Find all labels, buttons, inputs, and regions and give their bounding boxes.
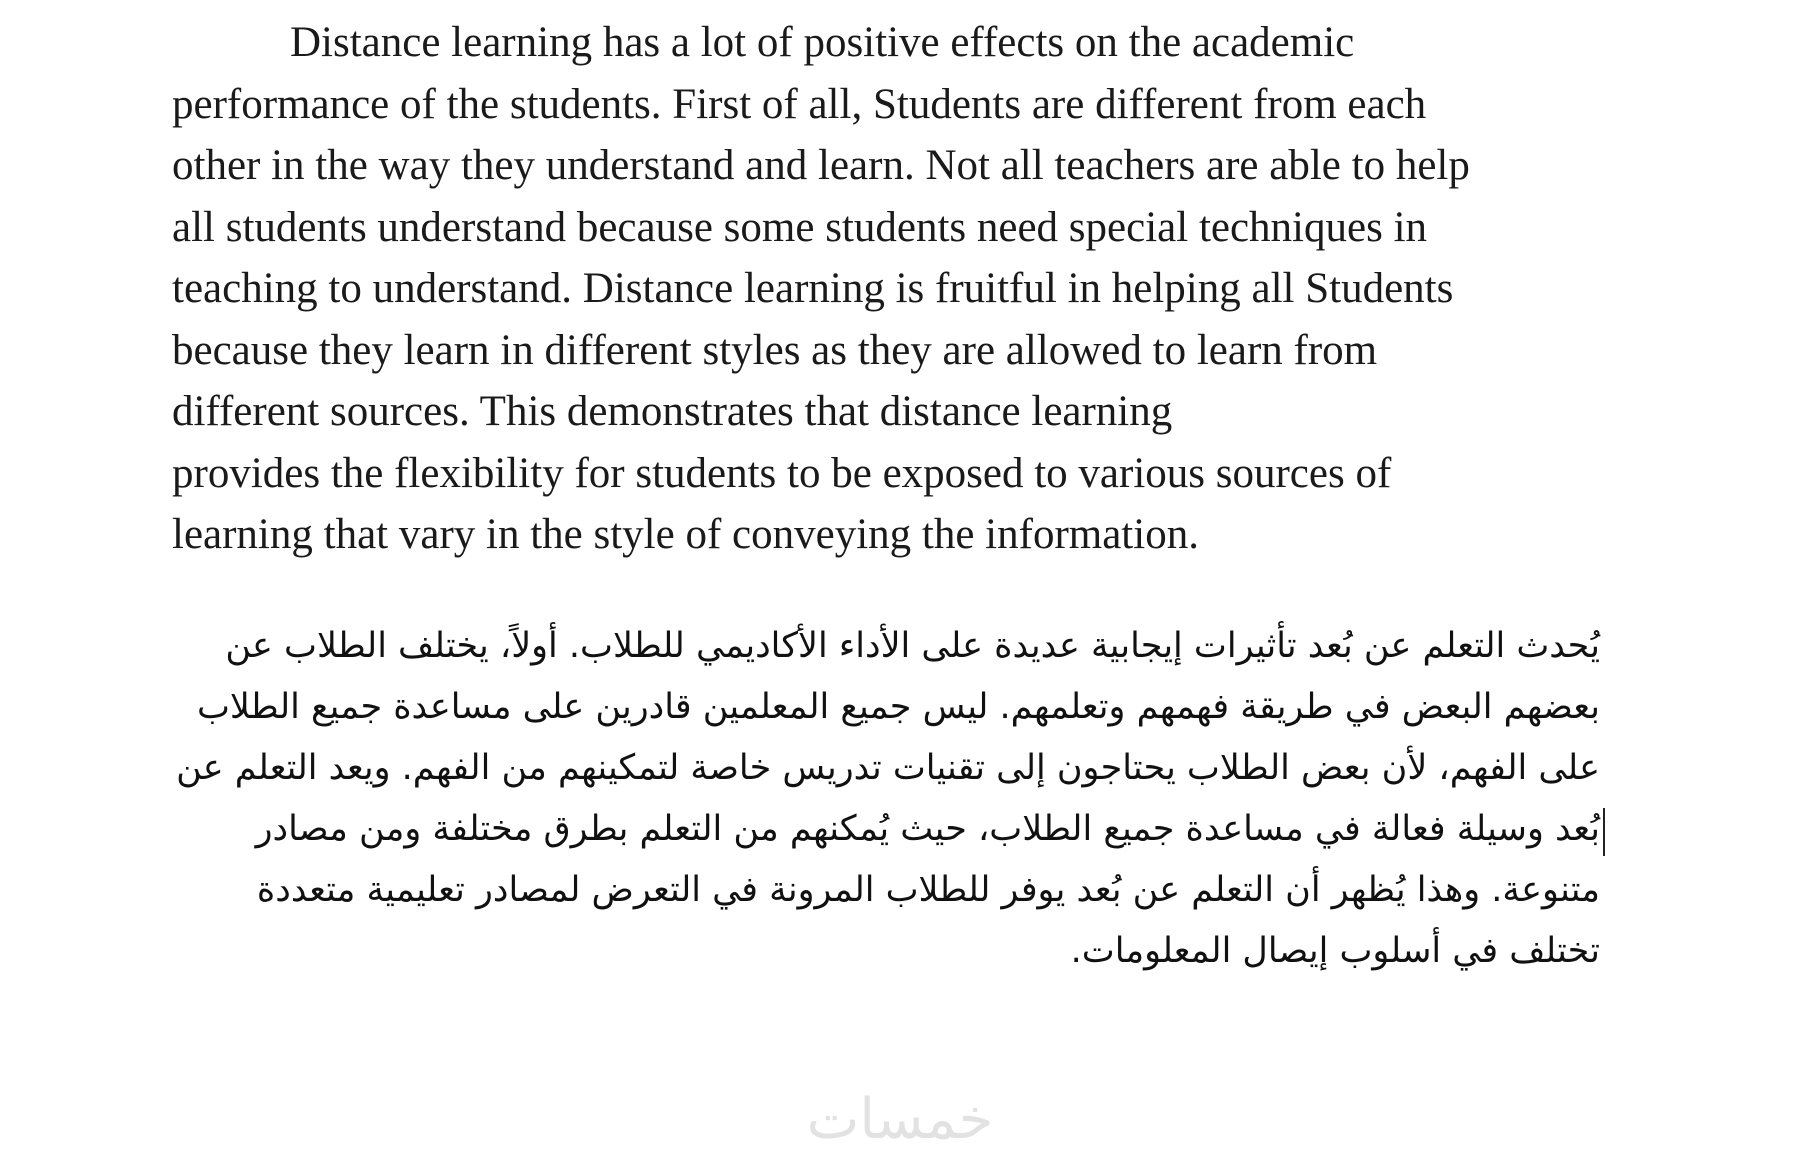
english-line: Distance learning has a lot of positive effects on the academic xyxy=(290,19,1355,66)
arabic-line: بعضهم البعض في طريقة فهمهم وتعلمهم. ليس جميع المعلمين قادرين على مساعدة جميع الطلاب xyxy=(196,687,1600,727)
watermark-logo: خمسات xyxy=(806,1087,994,1152)
arabic-line: بُعد وسيلة فعالة في مساعدة جميع الطلاب، حيث يُمكنهم من التعلم بطرق مختلفة ومن مصادر xyxy=(255,809,1600,849)
arabic-paragraph xyxy=(150,616,1600,982)
english-line: learning that vary in the style of conveying the information. xyxy=(172,511,1199,558)
arabic-line: متنوعة. وهذا يُظهر أن التعلم عن بُعد يوفر للطلاب المرونة في التعرض لمصادر تعليمية متعددة xyxy=(256,870,1600,910)
english-line: teaching to understand. Distance learning is fruitful in helping all Students xyxy=(172,265,1454,312)
english-line: all students understand because some students need special techniques in xyxy=(172,203,1428,251)
english-line: other in the way they understand and learn. Not all teachers are able to help xyxy=(172,142,1470,189)
english-line: because they learn in different styles as they are allowed to learn from xyxy=(172,326,1378,374)
english-line: different sources. This demonstrates that distance learning xyxy=(172,388,1173,435)
arabic-line: يُحدث التعلم عن بُعد تأثيرات إيجابية عديدة على الأداء الأكاديمي للطلاب. أولاً، يختلف الطلاب عن xyxy=(225,626,1600,666)
arabic-line: على الفهم، لأن بعض الطلاب يحتاجون إلى تقنيات تدريس خاصة لتمكينهم من الفهم. ويعد التعلم عن xyxy=(176,748,1600,788)
text-cursor xyxy=(1603,808,1605,856)
english-line: performance of the students. First of all, Students are different from each xyxy=(172,80,1427,128)
english-paragraph xyxy=(172,12,1592,566)
english-line: provides the flexibility for students to be exposed to various sources of xyxy=(172,449,1392,497)
arabic-line: تختلف في أسلوب إيصال المعلومات. xyxy=(1070,931,1600,971)
